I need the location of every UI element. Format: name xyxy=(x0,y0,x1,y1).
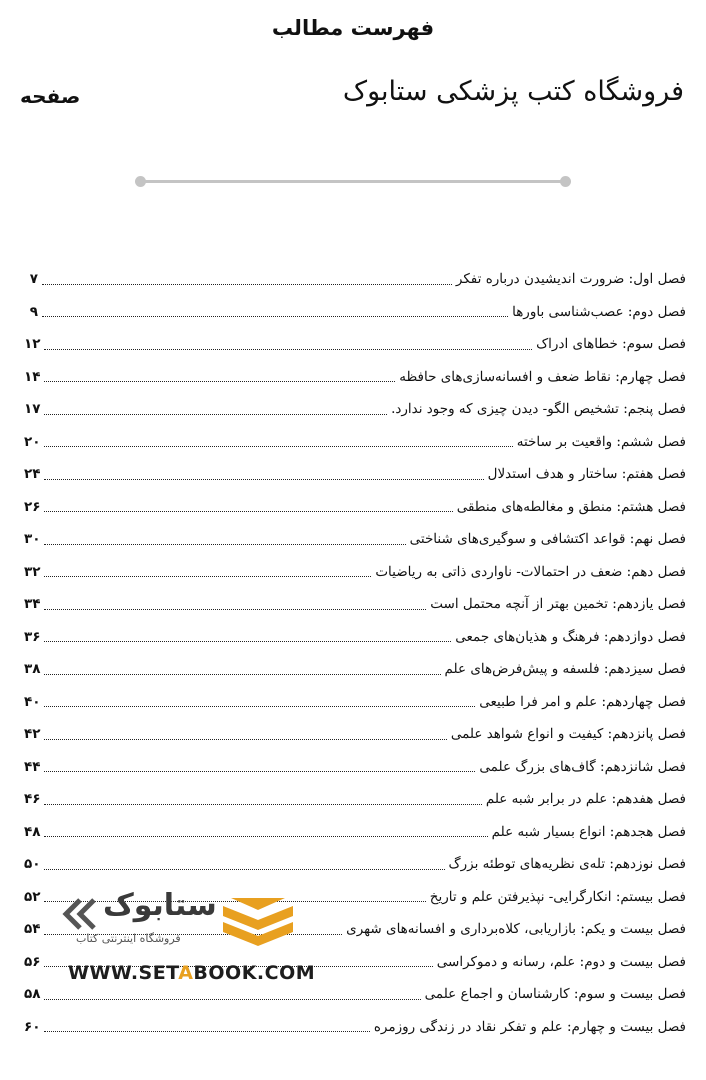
toc-entry-title: فصل نهم: قواعد اکتشافی و سوگیری‌های شناختی xyxy=(409,531,686,548)
toc-entry-title: فصل بیستم: انکارگرایی- نپذیرفتن علم و تاریخ xyxy=(429,888,686,905)
toc-dot-leader xyxy=(44,804,481,805)
toc-entry xyxy=(24,523,686,556)
toc-dot-leader xyxy=(44,739,446,740)
watermark-url: WWW.SETABOOK.COM xyxy=(68,962,316,984)
toc-entry-page: ۵۶ xyxy=(24,953,41,970)
brand-title: فروشگاه کتب پزشکی ستابوک xyxy=(342,76,684,107)
toc-entry-page: ۳۲ xyxy=(24,563,41,580)
toc-entry-page: ۳۸ xyxy=(24,661,41,678)
toc-entry-page: ۴۲ xyxy=(24,726,41,743)
toc-entry-title: فصل چهارم: نقاط ضعف و افسانه‌سازی‌های حافظه xyxy=(399,368,686,385)
toc-entry-title: فصل پانزدهم: کیفیت و انواع شواهد علمی xyxy=(450,726,686,743)
toc-dot-leader xyxy=(44,349,532,350)
toc-entry-page: ۶۰ xyxy=(24,1018,41,1035)
toc-dot-leader xyxy=(44,446,512,447)
toc-entry-title: فصل یازدهم: تخمین بهتر از آنچه محتمل است xyxy=(430,596,686,613)
toc-dot-leader xyxy=(42,284,452,285)
toc-entry-title: فصل بیست و دوم: علم، رسانه و دموکراسی xyxy=(436,953,686,970)
toc-entry-page: ۲۴ xyxy=(24,466,41,483)
toc-entry-title: فصل هفدهم: علم در برابر شبه علم xyxy=(485,791,686,808)
toc-entry-title: فصل دوازدهم: فرهنگ و هذیان‌های جمعی xyxy=(455,628,686,645)
toc-entry-page: ۵۲ xyxy=(24,888,41,905)
toc-entry xyxy=(24,848,686,881)
toc-entry xyxy=(24,393,686,426)
toc-entry xyxy=(24,686,686,719)
toc-dot-leader xyxy=(44,706,475,707)
toc-entry-title: فصل دوم: عصب‌شناسی باورها xyxy=(512,303,686,320)
toc-entry-title: فصل بیست و سوم: کارشناسان و اجماع علمی xyxy=(424,986,686,1003)
toc-entry xyxy=(24,361,686,394)
toc-entry xyxy=(24,458,686,491)
toc-entry xyxy=(24,718,686,751)
toc-entry-title: فصل پنجم: تشخیص الگو- دیدن چیزی که وجود ندارد. xyxy=(391,401,686,418)
watermark-brand: ستابوک xyxy=(103,888,217,923)
toc-entry-page: ۴۰ xyxy=(24,693,41,710)
toc-entry xyxy=(24,653,686,686)
toc-entry-title: فصل شانزدهم: گاف‌های بزرگ علمی xyxy=(479,758,686,775)
toc-entry-title: فصل هشتم: منطق و مغالطه‌های منطقی xyxy=(456,498,686,515)
toc-entry xyxy=(24,296,686,329)
toc-entry-page: ۳۶ xyxy=(24,628,41,645)
toc-entry-title: فصل دهم: ضعف در احتمالات- ناواردی ذاتی به ریاضیات xyxy=(375,563,686,580)
toc-entry xyxy=(24,588,686,621)
toc-dot-leader xyxy=(44,674,440,675)
toc-entry xyxy=(24,328,686,361)
toc-entry-title: فصل سوم: خطاهای ادراک xyxy=(536,336,686,353)
toc-dot-leader xyxy=(44,641,451,642)
toc-entry-page: ۳۴ xyxy=(24,596,41,613)
divider-dot-left xyxy=(135,176,146,187)
toc-entry xyxy=(24,556,686,589)
toc-entry-page: ۴۶ xyxy=(24,791,41,808)
toc-dot-leader xyxy=(44,1031,369,1032)
book-stack-logo-icon xyxy=(223,898,293,950)
toc-entry-page: ۲۶ xyxy=(24,498,41,515)
toc-dot-leader xyxy=(44,576,371,577)
toc-entry-page: ۱۲ xyxy=(24,336,41,353)
toc-entry xyxy=(24,263,686,296)
toc-dot-leader xyxy=(44,869,444,870)
toc-entry xyxy=(24,751,686,784)
toc-entry-title: فصل چهاردهم: علم و امر فرا طبیعی xyxy=(479,693,686,710)
toc-entry-page: ۹ xyxy=(29,303,38,320)
double-chevron-icon xyxy=(58,896,98,932)
toc-entry xyxy=(24,816,686,849)
toc-entry-page: ۳۰ xyxy=(24,531,41,548)
toc-entry-title: فصل نوزدهم: تله‌ی نظریه‌های توطئه بزرگ xyxy=(448,856,686,873)
toc-entry-title: فصل هجدهم: انواع بسیار شبه علم xyxy=(491,823,686,840)
toc-entry-page: ۵۴ xyxy=(24,921,41,938)
toc-entry xyxy=(24,1011,686,1044)
toc-entry-page: ۲۰ xyxy=(24,433,41,450)
page-title: فهرست مطالب xyxy=(271,16,435,40)
toc-dot-leader xyxy=(44,544,405,545)
toc-entry-page: ۵۰ xyxy=(24,856,41,873)
toc-dot-leader xyxy=(42,316,508,317)
toc-dot-leader xyxy=(44,771,475,772)
toc-entry-title: فصل بیست و چهارم: علم و تفکر نقاد در زندگی روزمره xyxy=(373,1018,686,1035)
toc-entry xyxy=(24,491,686,524)
toc-entry-title: فصل بیست و یکم: بازاریابی، کلاه‌برداری و افسانه‌های شهری xyxy=(346,921,686,938)
toc-dot-leader xyxy=(44,479,483,480)
toc-entry-page: ۱۷ xyxy=(24,401,41,418)
toc-entry-title: فصل سیزدهم: فلسفه و پیش‌فرض‌های علم xyxy=(444,661,686,678)
toc-entry-page: ۱۴ xyxy=(24,368,41,385)
toc-dot-leader xyxy=(44,511,452,512)
page-column-label: صفحه xyxy=(20,84,81,108)
watermark xyxy=(58,888,316,988)
toc-dot-leader xyxy=(44,999,420,1000)
toc-entry-page: ۷ xyxy=(29,271,38,288)
toc-dot-leader xyxy=(44,381,395,382)
toc-dot-leader xyxy=(44,414,387,415)
toc-entry-page: ۵۸ xyxy=(24,986,41,1003)
toc-dot-leader xyxy=(44,836,487,837)
watermark-subtitle: فروشگاه اینترنتی کتاب xyxy=(76,932,181,945)
toc-dot-leader xyxy=(44,609,426,610)
toc-entry-title: فصل اول: ضرورت اندیشیدن درباره تفکر xyxy=(455,271,686,288)
toc-entry xyxy=(24,621,686,654)
toc-entry-title: فصل ششم: واقعیت بر ساخته xyxy=(516,433,686,450)
toc-entry-page: ۴۴ xyxy=(24,758,41,775)
divider-dot-right xyxy=(560,176,571,187)
toc-entry-page: ۴۸ xyxy=(24,823,41,840)
toc-entry-title: فصل هفتم: ساختار و هدف استدلال xyxy=(487,466,686,483)
decorative-divider xyxy=(135,176,571,187)
toc-entry xyxy=(24,783,686,816)
toc-entry xyxy=(24,426,686,459)
